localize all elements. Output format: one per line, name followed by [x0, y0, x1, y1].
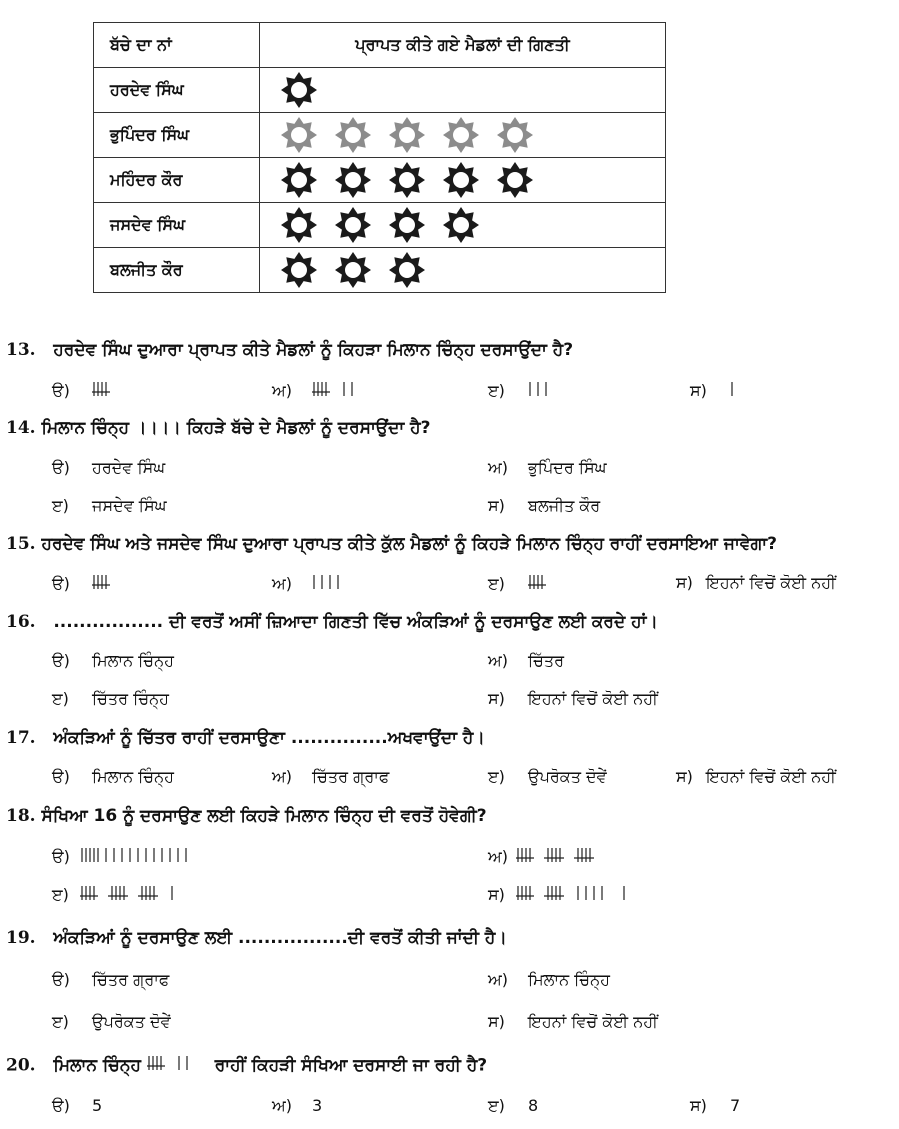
option-label: ੲ) [488, 573, 505, 593]
child-name: ਹਰਦੇਵ ਸਿੰਘ [94, 68, 260, 113]
question-text: ਹਰਦੇਵ ਸਿੰਘ ਦੁਆਰਾ ਪ੍ਰਾਪਤ ਕੀਤੇ ਮੈਡਲਾਂ ਨੂੰ ਕਿਹੜਾ ਮਿਲਾਨ ਚਿੰਨ੍ਹ ਦਰਸਾਉਂਦਾ ਹੈ? [53, 340, 574, 360]
option-a[interactable] [52, 767, 174, 787]
option-label: ਅ) [272, 573, 293, 593]
option-label: ੳ) [52, 1096, 70, 1115]
child-name: ਭੁਪਿੰਦਰ ਸਿੰਘ [94, 113, 260, 158]
option-a[interactable] [52, 651, 174, 671]
medal-icon [388, 116, 426, 154]
option-text: ਭੁਪਿੰਦਰ ਸਿੰਘ [528, 458, 607, 477]
option-label: ਸ) [488, 884, 505, 904]
question-19 [6, 928, 507, 948]
tally-mark [516, 846, 608, 868]
tally-mark [312, 573, 360, 595]
option-d[interactable] [488, 1012, 658, 1032]
option-label: ੳ) [52, 458, 70, 477]
option-b[interactable] [272, 573, 360, 595]
option-text: ਇਹਨਾਂ ਵਿਚੋਂ ਕੋਈ ਨਹੀਂ [528, 1012, 658, 1031]
option-label: ੳ) [52, 573, 70, 593]
question-18 [6, 806, 487, 826]
option-text: 8 [528, 1096, 539, 1115]
medal-cell [260, 113, 666, 158]
child-name: ਮਹਿੰਦਰ ਕੌਰ [94, 158, 260, 203]
medal-icon [334, 116, 372, 154]
question-text: ਮਿਲਾਨ ਚਿੰਨ੍ਹ ।।।। ਕਿਹੜੇ ਬੱਚੇ ਦੇ ਮੈਡਲਾਂ ਨੂੰ ਦਰਸਾਉਂਦਾ ਹੈ? [41, 418, 431, 438]
question-15 [6, 534, 777, 554]
option-c[interactable] [488, 573, 560, 595]
option-c[interactable] [52, 496, 167, 516]
medal-icon [334, 251, 372, 289]
option-c[interactable] [488, 767, 607, 787]
option-c[interactable] [52, 689, 169, 709]
option-label: ਸ) [676, 767, 693, 786]
option-text: ਜਸਦੇਵ ਸਿੰਘ [92, 496, 167, 515]
medal-icon [496, 116, 534, 154]
option-a[interactable] [52, 970, 169, 990]
option-label: ੳ) [52, 651, 70, 670]
medal-icon [280, 161, 318, 199]
option-label: ਅ) [272, 1096, 293, 1115]
option-d[interactable] [690, 380, 754, 402]
tally-mark [516, 884, 646, 906]
pictograph-table [93, 22, 666, 293]
option-d[interactable] [676, 573, 836, 593]
option-c[interactable] [52, 1012, 171, 1032]
medal-cell [260, 158, 666, 203]
medal-icon [388, 206, 426, 244]
option-label: ੳ) [52, 380, 70, 400]
option-d[interactable] [676, 767, 836, 787]
option-b[interactable] [488, 970, 610, 990]
option-b[interactable] [488, 458, 607, 478]
option-text: 3 [312, 1096, 323, 1115]
option-d[interactable] [488, 884, 646, 906]
option-label: ੳ) [52, 767, 70, 786]
option-c[interactable] [488, 380, 568, 402]
option-text: ਇਹਨਾਂ ਵਿਚੋਂ ਕੋਈ ਨਹੀਂ [706, 573, 836, 592]
option-label: ਅ) [488, 970, 509, 989]
option-text: ਇਹਨਾਂ ਵਿਚੋਂ ਕੋਈ ਨਹੀਂ [706, 767, 836, 786]
question-number: 17. [6, 728, 36, 748]
header-medal-count: ਪ੍ਰਾਪਤ ਕੀਤੇ ਗਏ ਮੈਡਲਾਂ ਦੀ ਗਿਣਤੀ [260, 23, 666, 68]
question-number: 13. [6, 340, 36, 360]
tally-mark [80, 884, 194, 906]
question-14 [6, 418, 430, 438]
option-label: ਸ) [690, 1096, 707, 1115]
option-label: ਸ) [676, 573, 693, 592]
option-text: ਇਹਨਾਂ ਵਿਚੋਂ ਕੋਈ ਨਹੀਂ [528, 689, 658, 708]
medal-icon [280, 71, 318, 109]
option-b[interactable] [488, 651, 564, 671]
tally-mark [147, 1054, 209, 1077]
medal-icon [280, 206, 318, 244]
option-b[interactable] [272, 1096, 322, 1116]
question-text: ਅੰਕੜਿਆਂ ਨੂੰ ਚਿੱਤਰ ਰਾਹੀਂ ਦਰਸਾਉਣਾ ...............ਅਖਵਾਉਂਦਾ ਹੈ। [53, 728, 485, 748]
option-b[interactable] [488, 846, 608, 868]
option-text: ਉਪਰੋਕਤ ਦੋਵੇਂ [92, 1012, 171, 1031]
option-c[interactable] [488, 1096, 538, 1116]
question-text: ................. ਦੀ ਵਰਤੋਂ ਅਸੀਂ ਜ਼ਿਆਦਾ ਗਿਣਤੀ ਵਿੱਚ ਅੰਕੜਿਆਂ ਨੂੰ ਦਰਸਾਉਣ ਲਈ ਕਰਦੇ ਹਾਂ। [53, 612, 658, 632]
question-number: 20. [6, 1055, 36, 1076]
question-text: ਸੰਖਿਆ 16 ਨੂੰ ਦਰਸਾਉਣ ਲਈ ਕਿਹੜੇ ਮਿਲਾਨ ਚਿੰਨ੍ਹ ਦੀ ਵਰਤੋਂ ਹੋਵੇਗੀ? [41, 806, 487, 826]
medal-icon [388, 251, 426, 289]
option-text: 7 [730, 1096, 741, 1115]
tally-mark [528, 380, 568, 402]
question-number: 19. [6, 928, 36, 948]
option-label: ਅ) [488, 651, 509, 670]
option-text: ਹਰਦੇਵ ਸਿੰਘ [92, 458, 166, 477]
question-number: 14. [6, 418, 36, 438]
question-number: 15. [6, 534, 36, 554]
medal-icon [442, 116, 480, 154]
option-label: ਅ) [272, 380, 293, 400]
header-child-name: ਬੱਚੇ ਦਾ ਨਾਂ [94, 23, 260, 68]
option-a[interactable] [52, 380, 124, 402]
table-row [94, 203, 666, 248]
question-13 [6, 340, 573, 360]
option-label: ਸ) [690, 380, 707, 400]
medal-cell [260, 248, 666, 293]
option-label: ੲ) [488, 380, 505, 400]
tally-mark [92, 573, 124, 595]
option-a[interactable] [52, 846, 208, 868]
option-label: ਸ) [488, 496, 505, 515]
tally-mark [92, 380, 124, 402]
option-text: ਮਿਲਾਨ ਚਿੰਨ੍ਹ [528, 970, 610, 989]
option-label: ੳ) [52, 970, 70, 989]
option-c[interactable] [52, 884, 194, 906]
option-b[interactable] [272, 380, 374, 402]
question-number: 16. [6, 612, 36, 632]
option-text: ਬਲਜੀਤ ਕੌਰ [528, 496, 601, 515]
option-label: ਸ) [488, 1012, 505, 1031]
option-a[interactable] [52, 458, 165, 478]
option-text: ਮਿਲਾਨ ਚਿੰਨ੍ਹ [92, 651, 174, 670]
child-name: ਬਲਜੀਤ ਕੌਰ [94, 248, 260, 293]
medal-icon [442, 206, 480, 244]
table-row [94, 68, 666, 113]
table-row [94, 248, 666, 293]
tally-mark [80, 846, 208, 868]
option-label: ਅ) [488, 458, 509, 477]
option-text: ਉਪਰੋਕਤ ਦੋਵੇਂ [528, 767, 607, 786]
table-header-row [94, 23, 666, 68]
medal-icon [496, 161, 534, 199]
option-label: ੳ) [52, 846, 70, 866]
medal-cell [260, 68, 666, 113]
question-text: ਹਰਦੇਵ ਸਿੰਘ ਅਤੇ ਜਸਦੇਵ ਸਿੰਘ ਦੁਆਰਾ ਪ੍ਰਾਪਤ ਕੀਤੇ ਕੁੱਲ ਮੈਡਲਾਂ ਨੂੰ ਕਿਹੜੇ ਮਿਲਾਨ ਚਿੰਨ੍ਹ ਰਾਹੀਂ ਦਰਸਾਇਆ ਜਾਵੇਗਾ? [41, 534, 778, 554]
option-label: ੲ) [52, 689, 69, 708]
child-name: ਜਸਦੇਵ ਸਿੰਘ [94, 203, 260, 248]
medal-cell [260, 203, 666, 248]
option-label: ੲ) [52, 496, 69, 515]
option-text: ਚਿੱਤਰ ਚਿੰਨ੍ਹ [92, 689, 169, 708]
option-label: ੲ) [488, 1096, 505, 1115]
medal-icon [334, 161, 372, 199]
tally-mark [730, 380, 754, 402]
question-text: ਅੰਕੜਿਆਂ ਨੂੰ ਦਰਸਾਉਣ ਲਈ .................ਦੀ ਵਰਤੋਂ ਕੀਤੀ ਜਾਂਦੀ ਹੈ। [53, 928, 507, 948]
question-16 [6, 612, 658, 632]
tally-mark [528, 573, 560, 595]
option-d[interactable] [488, 496, 600, 516]
question-17 [6, 728, 485, 748]
option-text: 5 [92, 1096, 103, 1115]
tally-mark [312, 380, 374, 402]
medal-icon [442, 161, 480, 199]
option-label: ੲ) [52, 1012, 69, 1031]
option-a[interactable] [52, 1096, 102, 1116]
question-number: 18. [6, 806, 36, 826]
option-text: ਚਿੱਤਰ ਗ੍ਰਾਫ [92, 970, 170, 989]
option-d[interactable] [488, 689, 658, 709]
medal-icon [334, 206, 372, 244]
option-label: ੲ) [488, 767, 505, 786]
option-b[interactable] [272, 767, 389, 787]
option-a[interactable] [52, 573, 124, 595]
option-text: ਮਿਲਾਨ ਚਿੰਨ੍ਹ [92, 767, 174, 786]
question-20 [6, 1054, 487, 1077]
question-text-end: ਰਾਹੀਂ ਕਿਹੜੀ ਸੰਖਿਆ ਦਰਸਾਈ ਜਾ ਰਹੀ ਹੈ? [214, 1055, 488, 1076]
option-text: ਚਿੱਤਰ [528, 651, 565, 670]
table-row [94, 113, 666, 158]
option-label: ੲ) [52, 884, 69, 904]
option-label: ਅ) [272, 767, 293, 786]
medal-icon [280, 116, 318, 154]
table-row [94, 158, 666, 203]
medal-icon [280, 251, 318, 289]
medal-icon [388, 161, 426, 199]
option-text: ਚਿੱਤਰ ਗ੍ਰਾਫ [312, 767, 390, 786]
option-label: ਸ) [488, 689, 505, 708]
option-label: ਅ) [488, 846, 509, 866]
option-d[interactable] [690, 1096, 740, 1116]
question-text: ਮਿਲਾਨ ਚਿੰਨ੍ਹ [53, 1055, 141, 1076]
